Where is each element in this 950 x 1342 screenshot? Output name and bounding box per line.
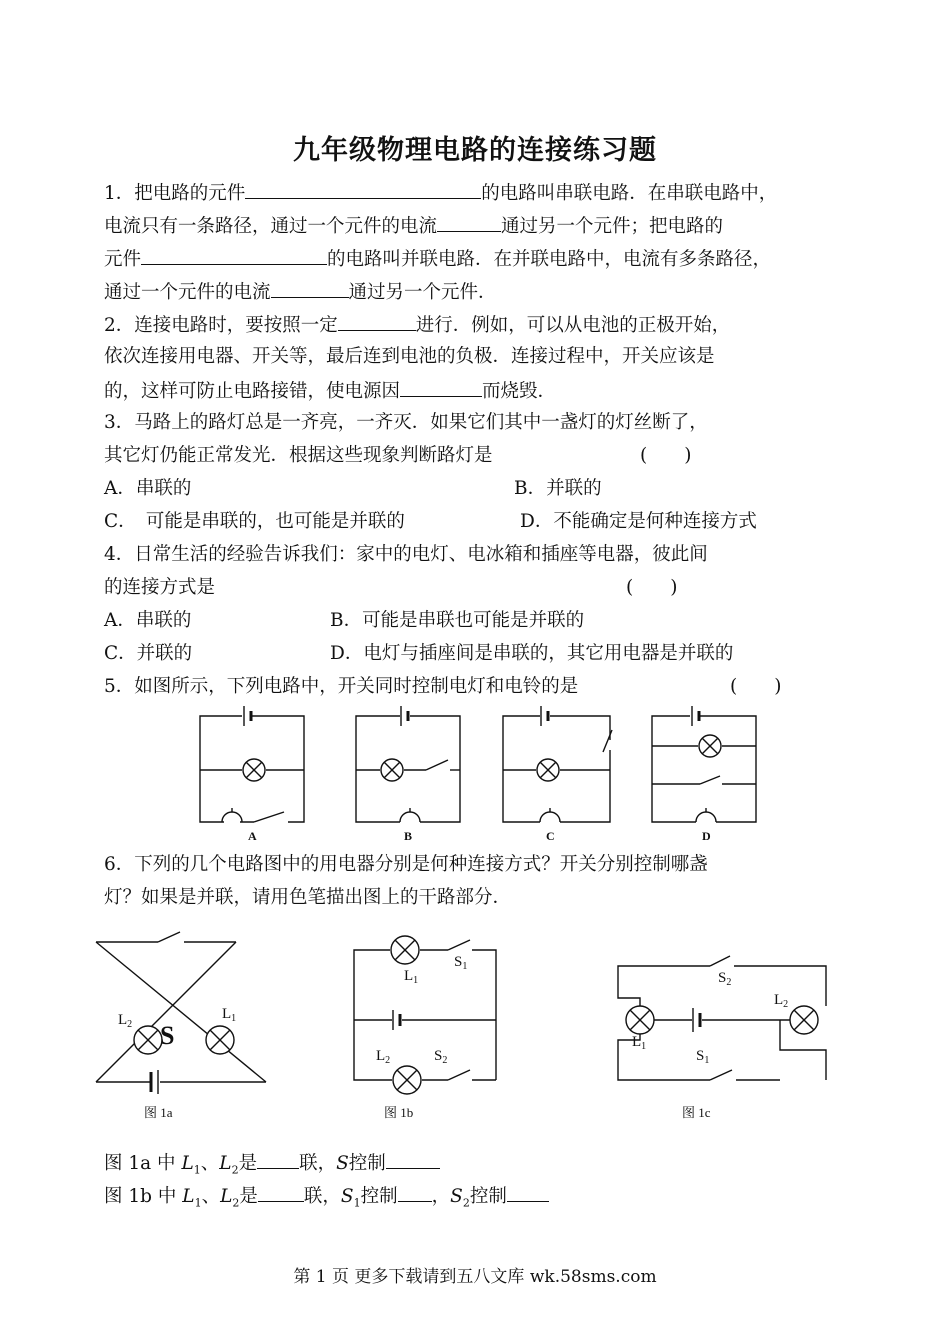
answer-var: S [340,1186,354,1207]
q3-line-2: 其它灯仍能正常发光．根据这些现象判断路灯是 [104,445,493,466]
answer-blank[interactable] [386,1150,440,1169]
q6-line-2: 灯？如果是并联，请用色笔描出图上的干路部分． [104,887,512,908]
answer-sub: 1 [353,1196,361,1210]
fig1c-l1-sub: 1 [641,1041,647,1052]
q1-text: 通过另一个元件． [348,282,497,303]
q4-option-a[interactable]: A．串联的 [104,610,192,631]
page-footer: 第 1 页 更多下载请到五八文库 wk.58sms.com [293,1267,657,1287]
q4-line-1: 4．日常生活的经验告诉我们：家中的电灯、电冰箱和插座等电器，彼此间 [104,544,708,565]
answer-line-1b [104,1183,549,1216]
q2-text: 2．连接电路时，要按照一定 [104,315,338,336]
svg-text:S2 [434,1048,447,1066]
figure-1a-caption: 图 1a [144,1105,173,1120]
fig1a-l2-sub: 2 [127,1019,133,1030]
fig1b-s1-label: S [454,954,463,970]
q1-text: 的电路叫串联电路．在串联电路中， [481,183,778,204]
answer-text: 联， [299,1153,337,1174]
q4-option-c[interactable]: C．并联的 [104,643,193,664]
fig1b-s2-label: S [434,1048,443,1064]
fig1a-l1-label: L [222,1006,232,1022]
answer-blank[interactable] [398,1183,432,1202]
fig1c-l2-label: L [774,992,784,1008]
q3-line-1: 3．马路上的路灯总是一齐亮，一齐灭．如果它们其中一盏灯的灯丝断了， [104,412,708,433]
circuit-d[interactable] [652,706,756,822]
fig1b-s1-sub: 1 [462,961,468,972]
fig1b-s2-sub: 2 [442,1055,448,1066]
q1-text: 通过另一个元件；把电路的 [501,216,724,237]
answer-sub: 2 [232,1196,240,1210]
q2-text: 的，这样可防止电路接错，使电源因 [104,381,401,402]
fig1a-l2-label: L [118,1012,128,1028]
answer-text: 图 1a 中 [104,1153,176,1174]
fig1a-l1-sub: 1 [231,1013,237,1024]
svg-text:L2 [774,992,788,1010]
q3-option-a[interactable]: A．串联的 [104,478,192,499]
figure-1b-circuit[interactable] [354,936,496,1094]
svg-text:L1 [632,1034,646,1052]
fig1b-l2-label: L [376,1048,386,1064]
svg-text:L1 [404,968,418,986]
fig1c-s2-label: S [718,970,727,986]
q1-text: 元件 [104,249,142,270]
answer-text: 图 1b 中 [104,1186,177,1207]
circuit-d-label: D [702,829,711,843]
svg-text:S1 [454,954,467,972]
fig1c-s1-sub: 1 [704,1055,710,1066]
q3-option-b[interactable]: B．并联的 [514,478,602,499]
fig1c-s2-sub: 2 [726,977,732,988]
q4-option-b[interactable]: B．可能是串联也可能是并联的 [330,610,585,631]
q1-text: 通过一个元件的电流 [104,282,271,303]
svg-text:L2 [376,1048,390,1066]
answer-blank[interactable] [507,1183,549,1202]
fig1c-l1-label: L [632,1034,642,1050]
answer-blank[interactable] [257,1150,299,1169]
svg-text:S2 [718,970,731,988]
answer-var: S [450,1186,463,1207]
circuit-c[interactable] [503,706,612,822]
fig1b-l1-label: L [404,968,414,984]
answer-var: L [220,1186,233,1207]
q2-text: 进行．例如，可以从电池的正极开始， [415,315,731,336]
answer-text: 是 [239,1186,258,1207]
q1-text: 电流只有一条路径，通过一个元件的电流 [104,216,438,237]
q5-line-1: 5．如图所示，下列电路中，开关同时控制电灯和电铃的是 [104,676,579,697]
answer-sub: 2 [462,1196,470,1210]
figure-1b-caption: 图 1b [384,1105,414,1120]
svg-text:S1 [696,1048,709,1066]
answer-var: S [336,1153,349,1174]
q4-option-d[interactable]: D．电灯与插座间是串联的，其它用电器是并联的 [330,643,734,664]
q2-line-2: 依次连接用电器、开关等，最后连到电池的负极．连接过程中，开关应该是 [104,346,715,367]
answer-blank[interactable] [258,1183,304,1202]
answer-sub: 1 [194,1196,202,1210]
circuit-b-label: B [404,829,413,843]
answer-text: ， [431,1186,451,1207]
answer-var: L [219,1153,232,1174]
answer-text: 控制 [469,1186,507,1207]
answer-var: L [182,1186,195,1207]
svg-text:L1 [222,1006,236,1024]
circuit-b[interactable] [356,706,460,822]
q3-answer-bracket[interactable]: ( ) [640,445,692,466]
q6-line-1: 6．下列的几个电路图中的用电器分别是何种连接方式？开关分别控制哪盏 [104,854,708,875]
answer-text: 控制 [360,1186,398,1207]
answer-sub: 2 [231,1163,239,1177]
answer-text: 、 [201,1186,221,1207]
answer-var: L [181,1153,194,1174]
circuit-a-label: A [248,829,257,843]
answer-text: 、 [200,1153,220,1174]
fig1b-l2-sub: 2 [385,1055,391,1066]
fig1c-l2-sub: 2 [783,999,789,1010]
answer-text: 控制 [348,1153,386,1174]
circuit-a[interactable] [200,706,304,822]
q3-option-c[interactable]: C． 可能是串联的，也可能是并联的 [104,511,405,532]
answer-text: 联， [303,1186,341,1207]
fig1b-l1-sub: 1 [413,975,419,986]
q4-answer-bracket[interactable]: ( ) [626,577,678,598]
q3-option-d[interactable]: D．不能确定是何种连接方式 [520,511,757,532]
q1-text: 的电路叫并联电路．在并联电路中，电流有多条路径， [327,249,772,270]
figure-1c-caption: 图 1c [682,1105,711,1120]
fig1a-switch-label: S [160,1021,175,1050]
answer-sub: 1 [193,1163,201,1177]
q4-line-2: 的连接方式是 [104,577,216,598]
q5-answer-bracket[interactable]: ( ) [730,676,782,697]
answer-line-1a [104,1150,440,1183]
page-title: 九年级物理电路的连接练习题 [293,135,657,166]
svg-text:L2 [118,1012,132,1030]
q1-text: 1．把电路的元件 [104,183,246,204]
fig1c-s1-label: S [696,1048,705,1064]
answer-text: 是 [238,1153,258,1174]
circuit-c-label: C [546,829,555,843]
q2-text: 而烧毁． [482,381,557,402]
